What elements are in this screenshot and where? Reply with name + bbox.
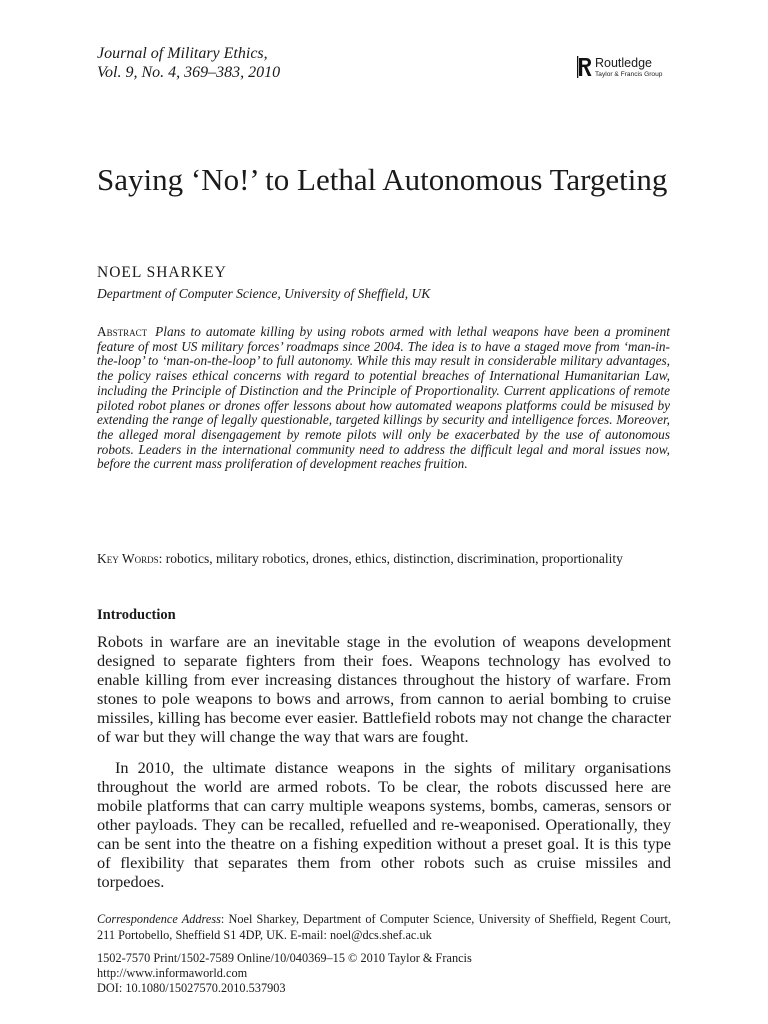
- author-name: NOEL SHARKEY: [97, 264, 227, 281]
- article-title: Saying ‘No!’ to Lethal Autonomous Targeting: [97, 162, 668, 197]
- body-paragraph: Robots in warfare are an inevitable stage in the evolution of weapons development designed to separate fighters from their foes. Weapons technology has evolved to enable killing from ever increasing distances throughout the history of warfare. From stones to pole weapons to bows and arrows, from cannon to aerial bombing to cruise missiles, killing has become ever easier. Battlefield robots may not change the character of war but they will change the way that wars are fought.: [97, 632, 671, 746]
- abstract-text: Plans to automate killing by using robots armed with lethal weapons have been a prominent feature of most US military forces’ roadmaps since 2004. The idea is to have a staged move from ‘man-in-the-loop’ to ‘man-on-the-loop’ to full autonomy. While this may result in considerable military advantages, the policy raises ethical concerns with regard to potential breaches of International Humanitarian Law, including the Principle of Distinction and the Principle of Proportionality. Current applications of remote piloted robot planes or drones offer lessons about how automated weapons platforms could be misused by extending the range of legally questionable, targeted killings by security and intelligence forces. Moreover, the alleged moral disengagement by remote pilots will only be exacerbated by the use of autonomous robots. Leaders in the international community need to address the difficult legal and moral issues now, before the current mass proliferation of development reaches fruition.: [97, 324, 670, 472]
- journal-volume: Vol. 9, No. 4, 369–383, 2010: [97, 64, 281, 81]
- journal-name: Journal of Military Ethics,: [97, 45, 268, 62]
- publication-info: [97, 951, 472, 996]
- correspondence-footnote: [97, 911, 671, 943]
- body-paragraph: In 2010, the ultimate distance weapons in the sights of military organisations throughout the world are armed robots. To be clear, the robots discussed here are mobile platforms that can carry multiple weapons systems, bombs, cameras, sensors or other payloads. They can be recalled, refuelled and re-weaponised. Operationally, they can be sent into the theatre on a fishing expedition without a preset goal. It is this type of flexibility that separates them from other robots such as cruise missiles and torpedoes.: [97, 758, 671, 891]
- abstract-label: Abstract: [97, 324, 148, 339]
- keywords-text: robotics, military robotics, drones, ethics, distinction, discrimination, proportionality: [165, 551, 623, 566]
- journal-citation: [97, 44, 280, 82]
- author-affiliation: Department of Computer Science, University of Sheffield, UK: [97, 286, 431, 301]
- abstract: [97, 325, 670, 472]
- publisher-subtitle: Taylor & Francis Group: [595, 71, 663, 78]
- keywords: [97, 551, 670, 567]
- doi: DOI: 10.1080/15027570.2010.537903: [97, 981, 286, 995]
- section-heading-introduction: Introduction: [97, 607, 176, 623]
- keywords-label: Key Words:: [97, 551, 163, 566]
- issn-line: 1502-7570 Print/1502-7589 Online/10/040369–15 © 2010 Taylor & Francis: [97, 951, 472, 965]
- correspondence-text: : Noel Sharkey, Department of Computer Science, University of Sheffield, Regent Court, 211 Portobello, Sheffield S1 4DP, UK. E-mail: noel@dcs.shef.ac.uk: [97, 912, 671, 942]
- routledge-r-logo-icon: [577, 56, 593, 78]
- correspondence-label: Correspondence Address: [97, 912, 221, 926]
- publisher-url: http://www.informaworld.com: [97, 966, 248, 980]
- publisher-logo: [577, 56, 677, 80]
- publisher-name: Routledge: [595, 56, 652, 70]
